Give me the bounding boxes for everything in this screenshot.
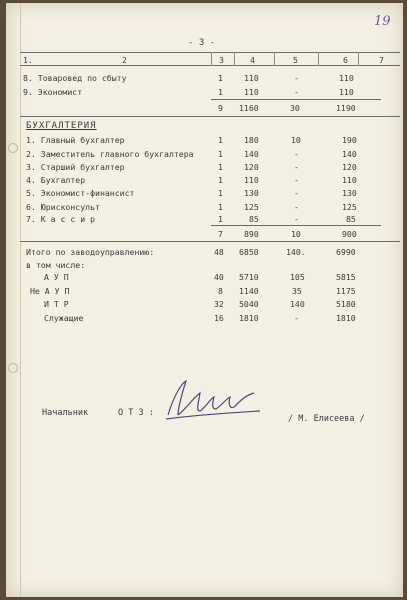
row-c3: 1 <box>218 175 223 185</box>
col-header-3: 3 <box>219 55 224 65</box>
subtotal-c6: 1190 <box>336 103 356 113</box>
row-name: И Т Р <box>44 299 69 309</box>
col-header-1: 1. <box>23 55 33 65</box>
col-divider <box>318 52 319 66</box>
row-c3: 1 <box>218 87 223 97</box>
row-name: 7. К а с с и р <box>26 214 96 224</box>
row-c6: 5815 <box>336 272 356 282</box>
row-c5: - <box>294 87 299 97</box>
col-divider <box>358 52 359 66</box>
row-name: 6. Юрисконсульт <box>26 202 100 212</box>
row-c5: - <box>294 202 299 212</box>
subtotal-c5: 30 <box>290 103 300 113</box>
table-top-rule <box>20 52 400 53</box>
col-divider <box>234 52 235 66</box>
row-c5: - <box>294 162 299 172</box>
section-title: БУХГАЛТЕРИЯ <box>26 121 97 131</box>
row-name: 1. Главный бухгалтер <box>26 135 125 145</box>
row-c4: 110 <box>244 175 259 185</box>
incl-label: в том числе: <box>26 260 86 270</box>
row-name: Служащие <box>44 313 84 323</box>
subtotal-c3: 9 <box>218 103 223 113</box>
row-c5: - <box>294 188 299 198</box>
row-c4: 110 <box>244 87 259 97</box>
row-name: 9. Экономист <box>23 87 83 97</box>
row-name: 5. Экономист-финансист <box>26 188 135 198</box>
row-c4: 125 <box>244 202 259 212</box>
row-c6: 110 <box>339 73 354 83</box>
col-header-5: 5 <box>293 55 298 65</box>
row-c6: 110 <box>342 175 357 185</box>
col-divider <box>274 52 275 66</box>
row-c6: 120 <box>342 162 357 172</box>
row-c4: 130 <box>244 188 259 198</box>
row-c4: 180 <box>244 135 259 145</box>
section-rule <box>20 116 400 117</box>
row-c3: 1 <box>218 162 223 172</box>
subtotal-rule <box>211 225 381 226</box>
row-c5: 35 <box>292 286 302 296</box>
row-name: А У П <box>44 272 69 282</box>
col-header-2: 2 <box>122 55 127 65</box>
table-header-rule <box>20 65 400 66</box>
row-c3: 1 <box>218 149 223 159</box>
row-c4: 1140 <box>239 286 259 296</box>
subtotal-c4: 1160 <box>239 103 259 113</box>
row-name: 4. Бухгалтер <box>26 175 86 185</box>
total-c4: 6850 <box>239 247 259 257</box>
row-c5: - <box>294 73 299 83</box>
row-c3: 16 <box>214 313 224 323</box>
row-c4: 140 <box>244 149 259 159</box>
row-c6: 5180 <box>336 299 356 309</box>
total-c5: 140. <box>286 247 306 257</box>
punch-hole <box>8 143 18 153</box>
total-c3: 48 <box>214 247 224 257</box>
row-c3: 32 <box>214 299 224 309</box>
footer-name: / М. Елисеева / <box>288 414 365 424</box>
row-c3: 1 <box>218 73 223 83</box>
signature <box>156 375 266 427</box>
row-c3: 40 <box>214 272 224 282</box>
document-page <box>6 3 403 597</box>
row-name: 8. Товаровед по сбыту <box>23 73 127 83</box>
section-rule <box>20 241 400 242</box>
row-c3: 8 <box>218 286 223 296</box>
row-c6: 85 <box>346 214 356 224</box>
subtotal-rule <box>211 99 381 100</box>
row-c5: - <box>294 313 299 323</box>
row-c4: 1810 <box>239 313 259 323</box>
row-c4: 5710 <box>239 272 259 282</box>
subtotal-c6: 900 <box>342 229 357 239</box>
page-marker: - 3 - <box>188 38 216 48</box>
col-header-6: 6 <box>343 55 348 65</box>
row-c5: - <box>294 214 299 224</box>
row-c6: 1810 <box>336 313 356 323</box>
subtotal-c4: 890 <box>244 229 259 239</box>
row-c4: 110 <box>244 73 259 83</box>
subtotal-c5: 10 <box>291 229 301 239</box>
row-c6: 190 <box>342 135 357 145</box>
row-c6: 110 <box>339 87 354 97</box>
archive-number: 19 <box>374 14 391 29</box>
punch-hole <box>8 363 18 373</box>
row-c3: 1 <box>218 202 223 212</box>
row-name: 2. Заместитель главного бухгалтера <box>26 149 194 159</box>
row-c6: 1175 <box>336 286 356 296</box>
row-c5: - <box>294 175 299 185</box>
row-c6: 125 <box>342 202 357 212</box>
row-c5: 140 <box>290 299 305 309</box>
row-c4: 85 <box>249 214 259 224</box>
row-c3: 1 <box>218 214 223 224</box>
row-name: 3. Старший бухгалтер <box>26 162 125 172</box>
row-c6: 140 <box>342 149 357 159</box>
total-c6: 6990 <box>336 247 356 257</box>
row-c5: - <box>294 149 299 159</box>
row-c4: 120 <box>244 162 259 172</box>
footer-dept: О Т З : <box>118 408 154 418</box>
col-header-4: 4 <box>250 55 255 65</box>
col-header-7: 7 <box>379 55 384 65</box>
row-c5: 10 <box>291 135 301 145</box>
row-name: Не А У П <box>30 286 70 296</box>
margin-line <box>20 3 21 597</box>
row-c3: 1 <box>218 135 223 145</box>
total-label: Итого по заводоуправлению: <box>26 247 155 257</box>
row-c4: 5040 <box>239 299 259 309</box>
row-c6: 130 <box>342 188 357 198</box>
subtotal-c3: 7 <box>218 229 223 239</box>
row-c3: 1 <box>218 188 223 198</box>
row-c5: 105 <box>290 272 305 282</box>
footer-head-label: Начальник <box>42 408 89 418</box>
col-divider <box>211 52 212 66</box>
